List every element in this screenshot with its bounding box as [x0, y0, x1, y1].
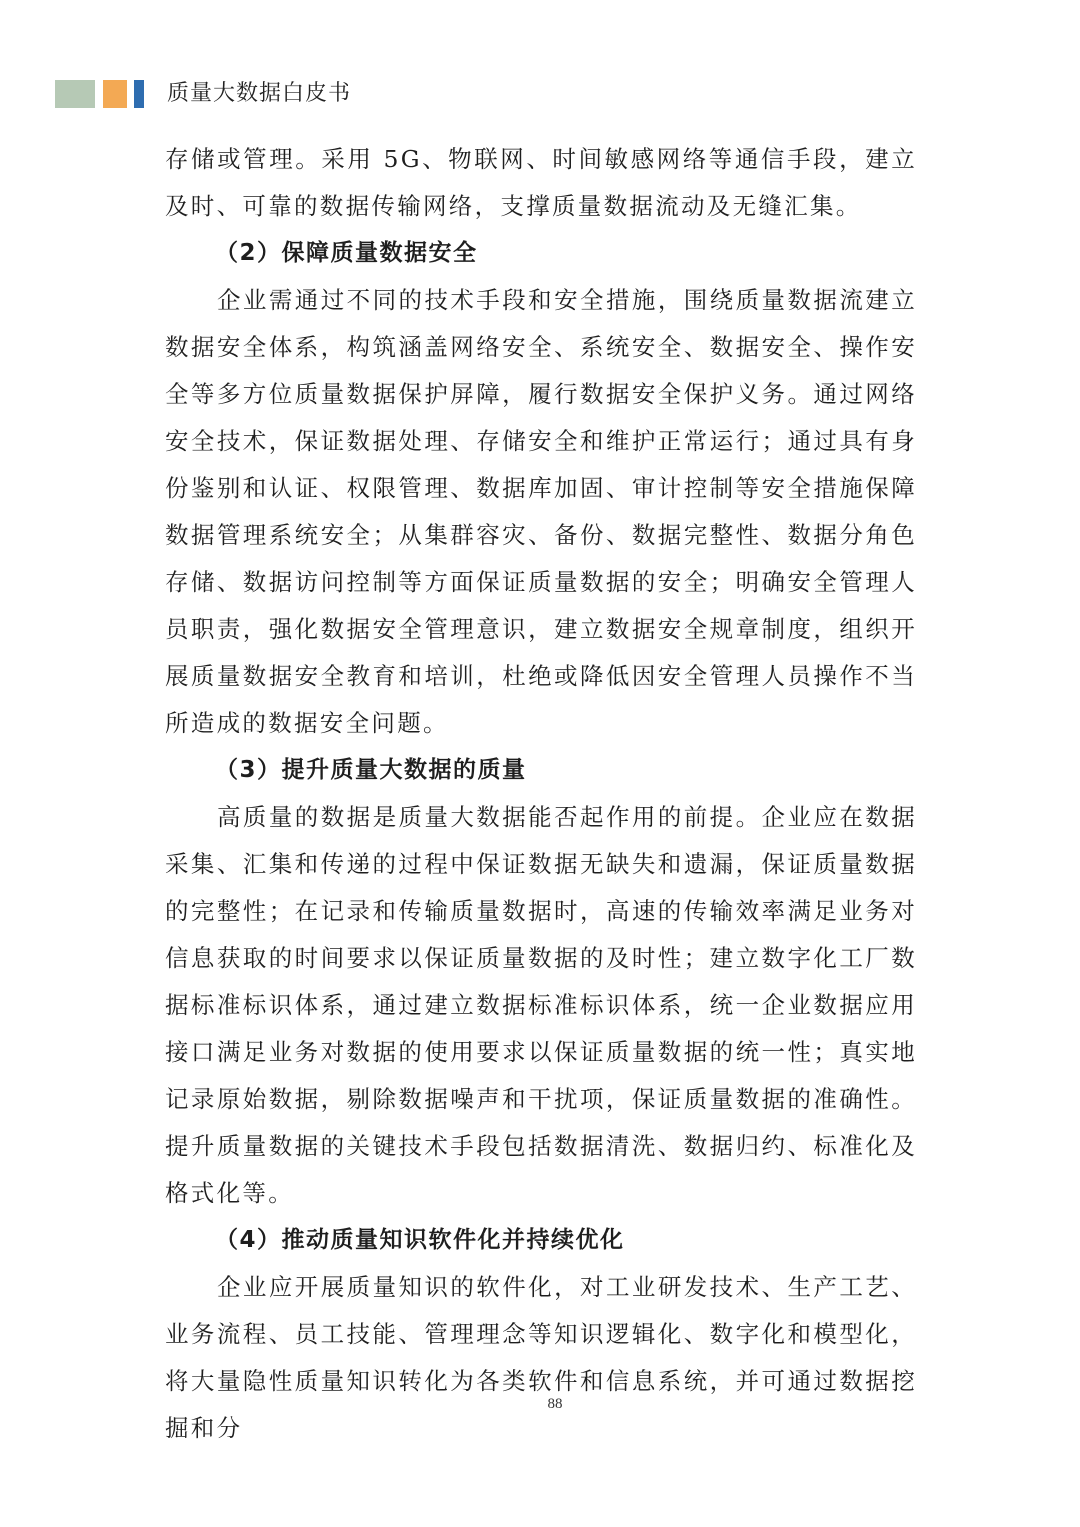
section-2-heading: （2）保障质量数据安全	[215, 240, 478, 266]
header-orange-block	[103, 80, 127, 108]
section-2-paragraph: 企业需通过不同的技术手段和安全措施，围绕质量数据流建立数据安全体系，构筑涵盖网络安全、系统安全、数据安全、操作安全等多方位质量数据保护屏障，履行数据安全保护义务。通过网络安全技术，保证数据处理、存储安全和维护正常运行；通过具有身份鉴别和认证、权限管理、数据库加固、审计控制等安全措施保障数据管理系统安全；从集群容灾、备份、数据完整性、数据分角色存储、数据访问控制等方面保证质量数据的安全；明确安全管理人员职责，强化数据安全管理意识，建立数据安全规章制度，组织开展质量数据安全教育和培训，杜绝或降低因安全管理人员操作不当所造成的数据安全问题。	[165, 286, 917, 737]
section-4-heading: （4）推动质量知识软件化并持续优化	[215, 1227, 625, 1253]
header-title: 质量大数据白皮书	[167, 81, 352, 106]
page-content	[165, 136, 917, 1452]
continued-paragraph: 存储或管理。采用 5G、物联网、时间敏感网络等通信手段，建立及时、可靠的数据传输网络，支撑质量数据流动及无缝汇集。	[165, 145, 917, 220]
header-blue-block	[134, 80, 144, 108]
page-header	[55, 80, 351, 108]
header-green-block	[55, 80, 95, 108]
page-number: 88	[547, 1396, 563, 1412]
section-3-heading: （3）提升质量大数据的质量	[215, 757, 527, 783]
section-4-paragraph: 企业应开展质量知识的软件化，对工业研发技术、生产工艺、业务流程、员工技能、管理理念等知识逻辑化、数字化和模型化，将大量隐性质量知识转化为各类软件和信息系统，并可通过数据挖掘和分	[165, 1273, 917, 1442]
section-3-paragraph: 高质量的数据是质量大数据能否起作用的前提。企业应在数据采集、汇集和传递的过程中保证数据无缺失和遗漏，保证质量数据的完整性；在记录和传输质量数据时，高速的传输效率满足业务对信息获取的时间要求以保证质量数据的及时性；建立数字化工厂数据标准标识体系，通过建立数据标准标识体系，统一企业数据应用接口满足业务对数据的使用要求以保证质量数据的统一性；真实地记录原始数据，剔除数据噪声和干扰项，保证质量数据的准确性。提升质量数据的关键技术手段包括数据清洗、数据归约、标准化及格式化等。	[165, 803, 917, 1207]
